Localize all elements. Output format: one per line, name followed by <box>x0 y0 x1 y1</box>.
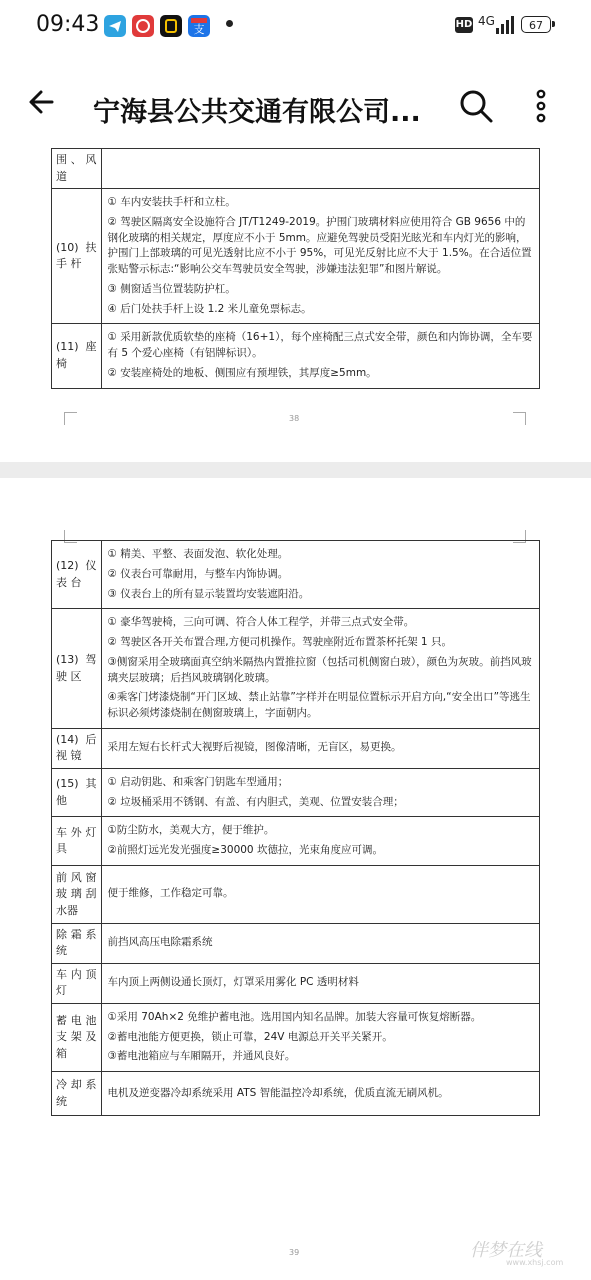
table-row <box>52 541 540 609</box>
row-label: (10) 扶 手 杆 <box>52 189 102 324</box>
spec-table-page-38 <box>51 148 540 389</box>
document-title: 宁海县公共交通有限公司... <box>93 97 421 128</box>
row-label: (11) 座 椅 <box>52 324 102 388</box>
status-bar <box>0 0 591 52</box>
row-content: 采用左短右长杆式大视野后视镜，图像清晰，无盲区，易更换。 <box>101 728 540 768</box>
table-row <box>52 149 540 189</box>
hd-badge: HD <box>455 17 473 33</box>
table-row <box>52 1003 540 1071</box>
row-content: ①防尘防水，美观大方，便于维护。 ②前照灯远光发光强度≥30000 坎德拉，光束角度应可调。 <box>101 817 540 866</box>
row-label: 围、风道 <box>52 149 102 189</box>
table-row <box>52 189 540 324</box>
crop-mark <box>64 412 77 425</box>
row-content: 电机及逆变器冷却系统采用 ATS 智能温控冷却系统，优质直流无刷风机。 <box>101 1072 540 1116</box>
table-row <box>52 609 540 729</box>
row-content: ① 启动钥匙、和乘客门钥匙车型通用； ② 垃圾桶采用不锈钢、有盖、有内胆式，美观、位置安装合理； <box>101 768 540 817</box>
telegram-icon <box>104 15 126 37</box>
battery-indicator: 67 <box>521 16 551 33</box>
row-content: ① 车内安装扶手杆和立柱。 ② 驾驶区隔离安全设施符合 JT/T1249-2019。护围门玻璃材料应使用符合 GB 9656 中的钢化玻璃的相关规定，厚度应不小于 5mm。应避免驾驶员受阳光眩光和车内灯光的影响，护围门上部玻璃的可见光透射比应不小于 95%，可见光反射比应不大于 1.5%。在合适位置张贴警示标志:“影响公交车驾驶员安全驾驶，涉嫌违法犯罪”和图片解说。 ③ 侧窗适当位置装防护杠。 ④ 后门处扶手杆上设 1.2 米儿童免票标志。 <box>101 189 540 324</box>
row-label: 车外灯具 <box>52 817 102 866</box>
network-label: 4G <box>478 14 495 28</box>
site-watermark: 伴梦在线 <box>470 1240 542 1261</box>
table-row <box>52 865 540 923</box>
row-label: 冷却系统 <box>52 1072 102 1116</box>
notification-dot <box>226 20 233 27</box>
row-content: ①采用 70Ah×2 免维护蓄电池。选用国内知名品牌。加装大容量可恢复熔断器。 ②蓄电池能方便更换，锁止可靠，24V 电源总开关平关紧开。 ③蓄电池箱应与车厢隔开，并通风良好。 <box>101 1003 540 1071</box>
table-row <box>52 768 540 817</box>
row-label: (14) 后 视 镜 <box>52 728 102 768</box>
document-page-38[interactable] <box>0 148 591 462</box>
page-number: 39 <box>289 1248 300 1257</box>
table-row <box>52 1072 540 1116</box>
table-row <box>52 963 540 1003</box>
site-watermark-url: www.xhsj.com <box>506 1258 564 1267</box>
table-row <box>52 817 540 866</box>
row-label: 蓄电池支架及箱 <box>52 1003 102 1071</box>
row-content: 车内顶上两侧设通长顶灯，灯罩采用雾化 PC 透明材料 <box>101 963 540 1003</box>
red-app-icon <box>132 15 154 37</box>
status-time: 09:43 <box>36 12 100 37</box>
row-content: 便于维修，工作稳定可靠。 <box>101 865 540 923</box>
app-bar <box>0 52 591 148</box>
alipay-icon <box>188 15 210 37</box>
row-content: ① 采用新款优质软垫的座椅（16+1），每个座椅配三点式安全带，颜色和内饰协调，全车要有 5 个爱心座椅（有铝牌标识）。 ② 安装座椅处的地板、侧围应有预埋铁，其厚度≥5mm。 <box>101 324 540 388</box>
page-number: 38 <box>289 414 300 423</box>
document-page-39[interactable] <box>0 478 591 1280</box>
row-content: ① 豪华驾驶椅，三向可调、符合人体工程学，并带三点式安全带。 ② 驾驶区各开关布置合理,方便司机操作。驾驶座附近布置茶杯托架 1 只。 ③侧窗采用全玻璃面真空纳米隔热内置推拉窗（包括司机侧窗白玻），颜色为灰玻。前挡风玻璃夹层玻璃；后挡风玻璃钢化玻璃。 ④乘客门烤漆烧制“开门区域、禁止站靠”字样并在明显位置标示开启方向,“安全出口”等逃生标识必须烤漆烧制在侧窗玻璃上，字面朝内。 <box>101 609 540 729</box>
row-label: (12) 仪 表 台 <box>52 541 102 609</box>
row-label: (15) 其 他 <box>52 768 102 817</box>
row-label: 除霜系统 <box>52 923 102 963</box>
arrow-left-icon[interactable] <box>22 80 66 124</box>
search-icon[interactable] <box>458 88 494 124</box>
row-content: ① 精美、平整、表面发泡、软化处理。 ② 仪表台可靠耐用，与整车内饰协调。 ③ 仪表台上的所有显示装置均安装遮阳沿。 <box>101 541 540 609</box>
crop-mark <box>513 412 526 425</box>
table-row <box>52 728 540 768</box>
black-app-icon <box>160 15 182 37</box>
row-content: 前挡风高压电除霜系统 <box>101 923 540 963</box>
more-vertical-icon[interactable] <box>528 88 554 124</box>
spec-table-page-39 <box>51 540 540 1116</box>
table-row <box>52 923 540 963</box>
signal-icon <box>495 16 517 34</box>
row-content <box>101 149 540 189</box>
svg-text:支: 支 <box>193 23 205 36</box>
row-label: 前风窗玻璃刮水器 <box>52 865 102 923</box>
row-label: 车内顶灯 <box>52 963 102 1003</box>
row-label: (13) 驾 驶 区 <box>52 609 102 729</box>
table-row <box>52 324 540 388</box>
